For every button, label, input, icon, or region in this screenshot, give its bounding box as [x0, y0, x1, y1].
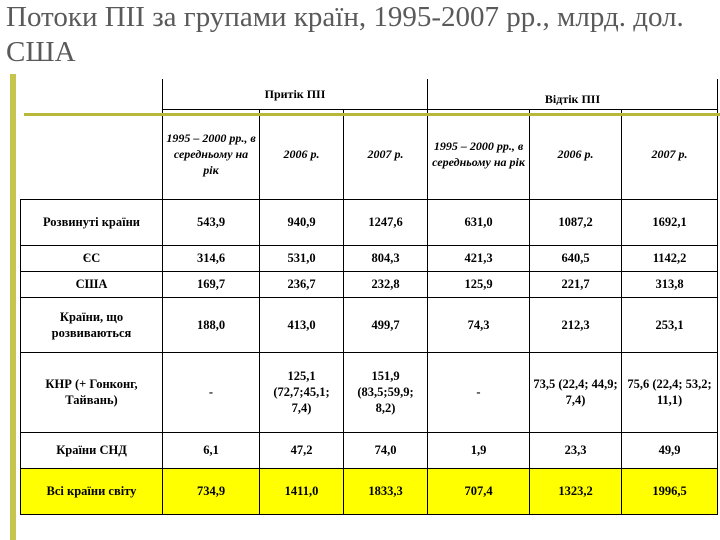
table-cell: 74,3 [428, 297, 530, 352]
table-cell: 49,9 [622, 432, 718, 468]
group-header-outflow: Відтік ПІІ [428, 79, 718, 109]
table-cell: 313,8 [622, 271, 718, 297]
table-cell: 73,5 (22,4; 44,9; 7,4) [530, 352, 622, 432]
group-header-inflow: Притік ПІІ [163, 79, 428, 109]
table-cell: 499,7 [344, 297, 428, 352]
table-cell: 421,3 [428, 245, 530, 271]
subheader-cell: 2006 р. [260, 109, 344, 199]
table-cell: 1411,0 [260, 468, 344, 514]
subheader-cell: 2007 р. [344, 109, 428, 199]
table-cell: 1996,5 [622, 468, 718, 514]
table-row [21, 432, 718, 468]
table-row [21, 199, 718, 245]
table-cell: 734,9 [163, 468, 260, 514]
table-row [21, 245, 718, 271]
table-cell: - [428, 352, 530, 432]
table-cell: 253,1 [622, 297, 718, 352]
table-cell: 707,4 [428, 468, 530, 514]
table-cell: 940,9 [260, 199, 344, 245]
row-label: Країни, що розвиваються [21, 297, 163, 352]
row-label: Розвинуті країни [21, 199, 163, 245]
subheader-cell: 1995 – 2000 рр., в середньому на рік [428, 109, 530, 199]
table-cell: 543,9 [163, 199, 260, 245]
table-cell: 188,0 [163, 297, 260, 352]
table-cell: 74,0 [344, 432, 428, 468]
table-cell: 1142,2 [622, 245, 718, 271]
fdi-table [20, 79, 718, 515]
row-label: США [21, 271, 163, 297]
corner-cell [21, 79, 163, 109]
slide-title: Потоки ПІІ за групами країн, 1995-2007 рр., млрд. дол. США [6, 1, 684, 68]
table-cell: - [163, 352, 260, 432]
table-row [21, 297, 718, 352]
table-cell: 151,9 (83,5;59,9; 8,2) [344, 352, 428, 432]
row-label: ЄС [21, 245, 163, 271]
table-cell: 236,7 [260, 271, 344, 297]
table-cell: 1,9 [428, 432, 530, 468]
accent-bar [10, 74, 16, 540]
table-cell: 6,1 [163, 432, 260, 468]
subheader-cell: 2006 р. [530, 109, 622, 199]
corner-cell-lower [21, 109, 163, 199]
row-label: Країни СНД [21, 432, 163, 468]
table-cell: 1247,6 [344, 199, 428, 245]
table-cell: 1323,2 [530, 468, 622, 514]
table-cell: 47,2 [260, 432, 344, 468]
table-cell: 125,1 (72,7;45,1; 7,4) [260, 352, 344, 432]
subheader-cell: 1995 – 2000 рр., в середньому на рік [163, 109, 260, 199]
table-cell: 531,0 [260, 245, 344, 271]
table-cell: 631,0 [428, 199, 530, 245]
table-cell: 413,0 [260, 297, 344, 352]
table-row [21, 352, 718, 432]
table-cell: 23,3 [530, 432, 622, 468]
subheader-cell: 2007 р. [622, 109, 718, 199]
table-row-total [21, 468, 718, 514]
table-cell: 75,6 (22,4; 53,2; 11,1) [622, 352, 718, 432]
table-cell: 804,3 [344, 245, 428, 271]
table-cell: 125,9 [428, 271, 530, 297]
table-row [21, 271, 718, 297]
table-cell: 1833,3 [344, 468, 428, 514]
table-cell: 212,3 [530, 297, 622, 352]
table-cell: 221,7 [530, 271, 622, 297]
table-cell: 169,7 [163, 271, 260, 297]
row-label: Всі країни світу [21, 468, 163, 514]
decorative-rule [24, 113, 720, 116]
table-cell: 232,8 [344, 271, 428, 297]
table-cell: 314,6 [163, 245, 260, 271]
table-cell: 1692,1 [622, 199, 718, 245]
table-cell: 640,5 [530, 245, 622, 271]
row-label: КНР (+ Гонконг, Тайвань) [21, 352, 163, 432]
table-cell: 1087,2 [530, 199, 622, 245]
